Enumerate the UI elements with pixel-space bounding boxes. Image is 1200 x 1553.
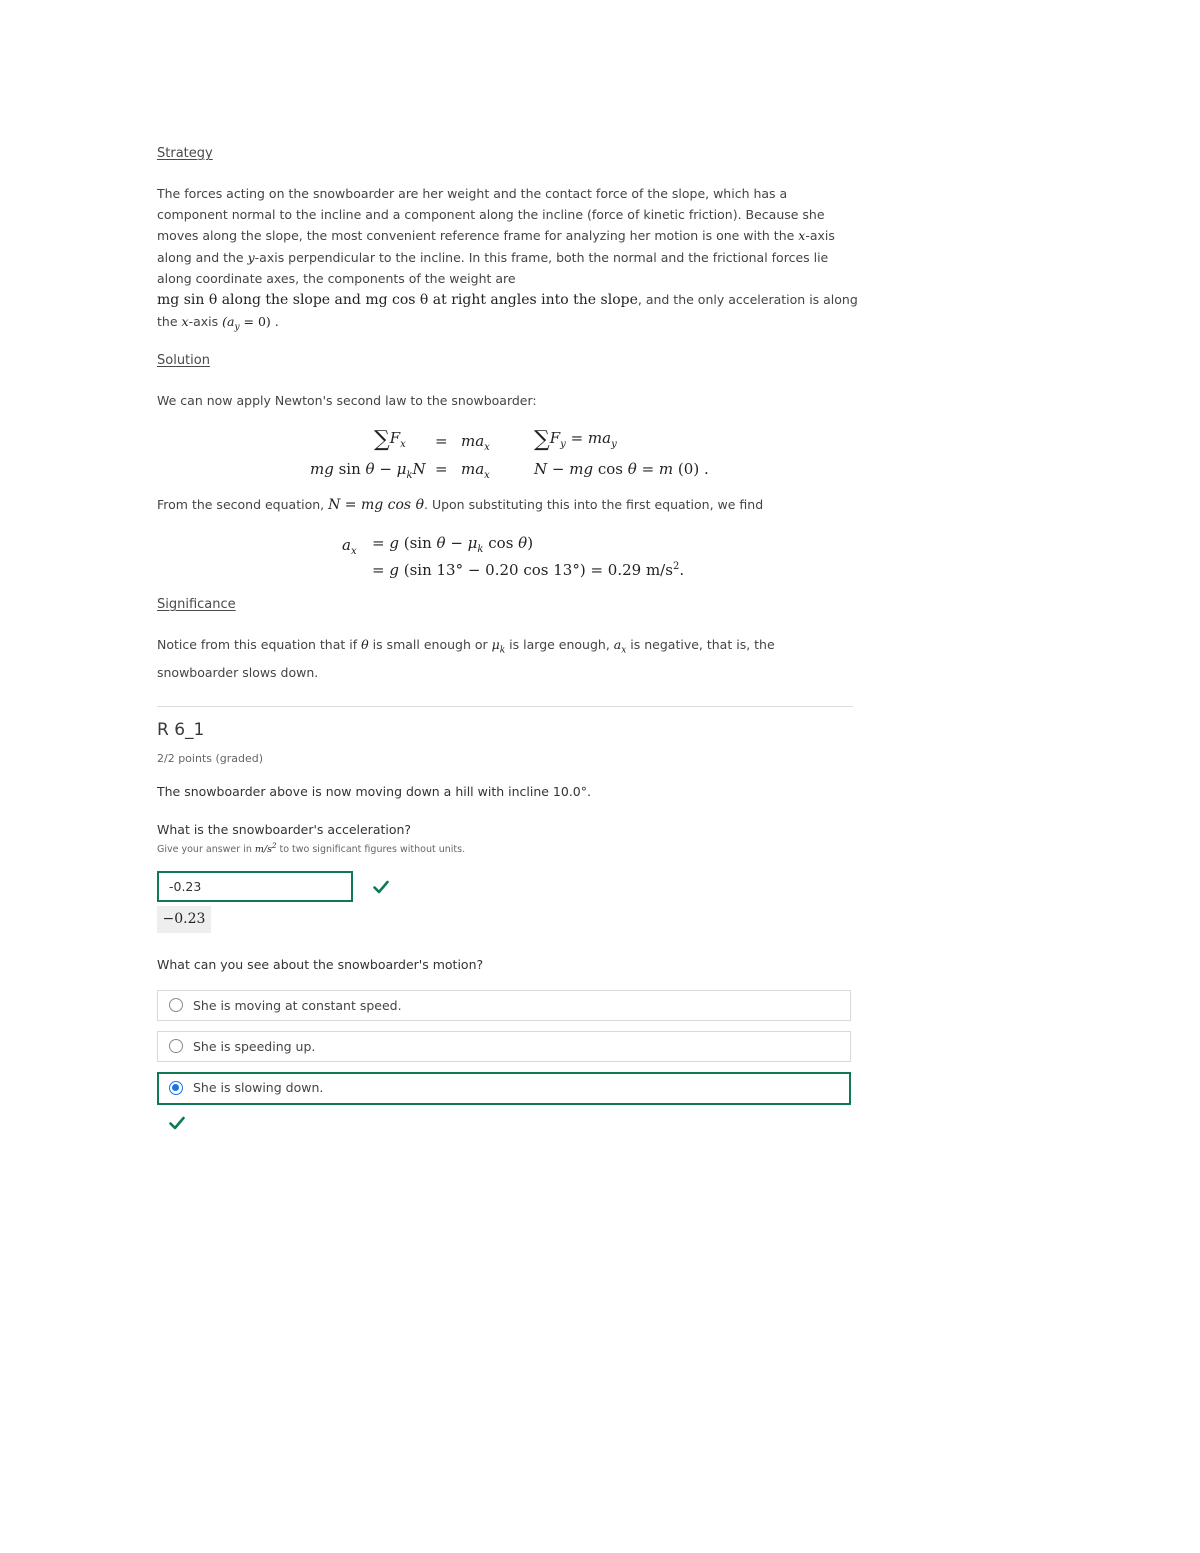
equation-equals: = <box>435 460 448 478</box>
strategy-line: component normal to the incline and a component along the incline (force of kinetic friction). Because she <box>157 207 825 223</box>
problem-title: R 6_1 <box>157 720 205 740</box>
weight-components-math: mg sin θ along the slope and mg cos θ at right angles into the slope <box>157 292 638 309</box>
problem-statement: The snowboarder above is now moving down a hill with incline 10.0°. <box>157 784 591 799</box>
equation-sum-fx: $\sum F_x$ <box>374 427 406 452</box>
strategy-line: moves along the slope, the most convenient reference frame for analyzing her motion is one with the x-axis <box>157 228 835 244</box>
option-label: She is slowing down. <box>193 1080 324 1095</box>
equation-sum-fy: $\sum F_y = ma_y$ <box>534 427 617 452</box>
question-acceleration: What is the snowboarder's acceleration? <box>157 822 412 837</box>
answer-hint: Give your answer in $m/s^2$ to two significant figures without units. <box>157 842 466 856</box>
option-speeding-up[interactable] <box>157 1031 851 1062</box>
significance-heading: Significance <box>157 597 236 612</box>
solution-heading: Solution <box>157 353 210 368</box>
question-motion: What can you see about the snowboarder's motion? <box>157 957 484 972</box>
equation-normal: N − mg cos θ = m (0) . <box>534 460 709 478</box>
radio-icon[interactable] <box>169 1039 183 1053</box>
radio-icon[interactable] <box>169 1081 183 1095</box>
strategy-line: The forces acting on the snowboarder are her weight and the contact force of the slope, which has a <box>157 186 788 201</box>
problem-points: 2/2 points (graded) <box>157 752 264 765</box>
checkmark-icon <box>169 1116 185 1130</box>
option-slowing-down[interactable] <box>157 1072 851 1105</box>
option-label: She is speeding up. <box>193 1039 316 1054</box>
radio-icon[interactable] <box>169 998 183 1012</box>
equation-ax-general: = g (sin $\theta - \mu_k$ cos θ) <box>372 534 534 555</box>
equation-ax: $a_x$ <box>342 536 357 557</box>
option-constant-speed[interactable] <box>157 990 851 1021</box>
acceleration-answer-input[interactable]: -0.23 <box>157 871 353 902</box>
equation-equals: = <box>435 432 448 450</box>
equation-max: $ma_x$ <box>461 460 490 481</box>
section-divider <box>157 706 853 707</box>
strategy-line: along and the y-axis perpendicular to the incline. In this frame, both the normal and the frictional forces lie <box>157 249 829 265</box>
equation-max: $ma_x$ <box>461 432 490 453</box>
solution-intro: We can now apply Newton's second law to the snowboarder: <box>157 393 537 408</box>
solution-after: From the second equation, N = mg cos θ. Upon substituting this into the first equation, we find <box>157 497 764 513</box>
equation-friction: mg $\sin \theta - \mu_kN$ <box>310 460 426 481</box>
equation-ax-value: = g (sin 13° − 0.20 cos 13°) = 0.29 $m/s^2$. <box>372 561 685 579</box>
strategy-line: mg sin θ along the slope and mg cos θ at right angles into the slope, and the only acceleration is along <box>157 292 858 309</box>
answer-preview: −0.23 <box>157 906 211 933</box>
checkmark-icon <box>373 880 389 894</box>
strategy-line: along coordinate axes, the components of the weight are <box>157 270 516 286</box>
option-label: She is moving at constant speed. <box>193 998 402 1013</box>
strategy-heading: Strategy <box>157 146 213 161</box>
strategy-paragraph <box>157 183 858 339</box>
strategy-line: the x-axis $(a_y = 0)$ . <box>157 314 279 333</box>
significance-paragraph: Notice from this equation that if θ is small enough or $\mu_k$ is large enough, $a_x$ is negative, that is, the snowboarder slows down. <box>157 637 775 680</box>
